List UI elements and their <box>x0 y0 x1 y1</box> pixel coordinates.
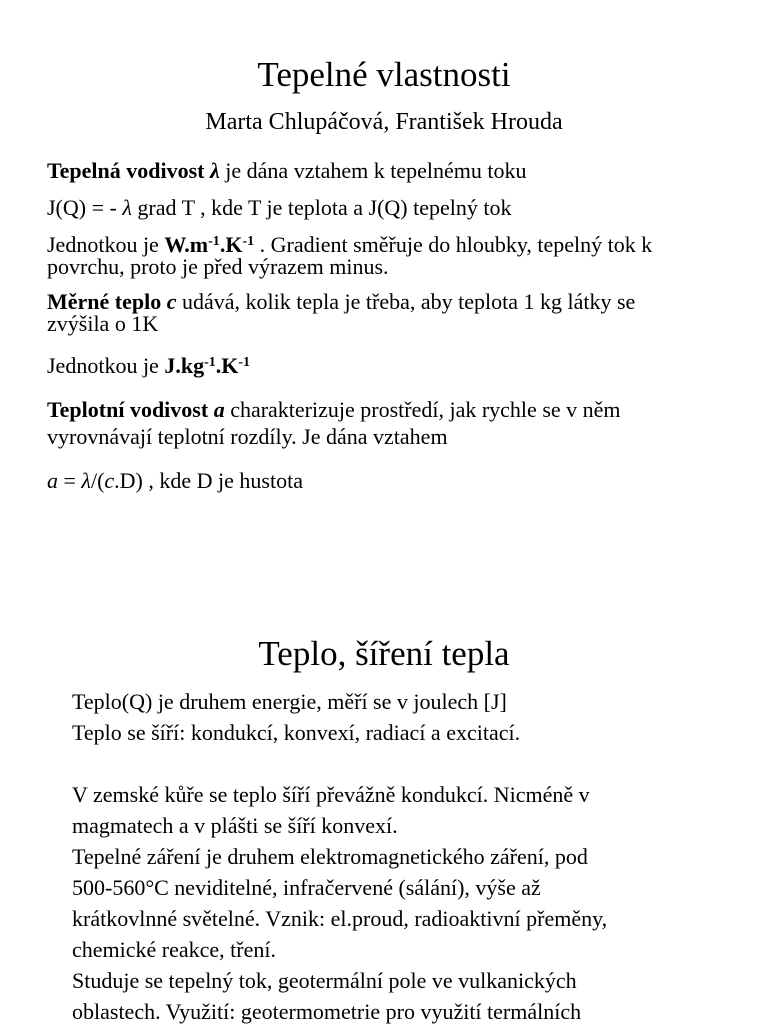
equals-sign: = <box>58 468 82 493</box>
authors: Marta Chlupáčová, František Hrouda <box>205 109 563 135</box>
unit-exp-1: -1 <box>204 355 216 370</box>
symbol-lambda: λ <box>122 195 132 220</box>
unit-intro: Jednotkou je <box>47 232 165 257</box>
unit-intro: Jednotkou je <box>47 353 165 378</box>
slide-title: Teplo, šíření tepla <box>258 634 510 673</box>
unit-exp-2: -1 <box>242 234 255 249</box>
slide-title: Tepelné vlastnosti <box>257 55 511 94</box>
body-line: V zemské kůře se teplo šíří převážně kondukcí. Nicméně v <box>72 782 590 807</box>
formula-pre: J(Q) = - <box>47 195 123 220</box>
body-line: oblastech. Využití: geotermometrie pro využití termálních <box>72 999 582 1024</box>
specific-heat-text-line2: zvýšila o 1K <box>47 311 159 336</box>
slide-teplo-sireni <box>0 560 768 1024</box>
body-line: Studuje se tepelný tok, geotermální pole ve vulkanických <box>72 968 577 993</box>
var-c: c <box>104 468 115 493</box>
formula-rest: .D) , kde D je hustota <box>114 468 303 493</box>
symbol-a: a <box>213 397 225 422</box>
body-line: magmatech a v plášti se šíří konvexí. <box>72 813 398 838</box>
unit-j-kg: J.kg <box>164 353 205 378</box>
var-a: a <box>47 468 58 493</box>
symbol-lambda: λ <box>210 158 220 183</box>
formula-post: grad T , kde T je teplota a J(Q) tepelný tok <box>131 195 512 220</box>
symbol-c: c <box>166 289 177 314</box>
slide-body <box>72 686 742 1027</box>
body-line: Teplo se šíří: kondukcí, konvexí, radiací a excitací. <box>72 720 521 745</box>
diffusivity-text: charakterizuje prostředí, jak rychle se v něm <box>224 397 621 422</box>
paragraph-thermal-conductivity <box>47 160 757 182</box>
term-thermal-diffusivity: Teplotní vodivost <box>47 397 209 422</box>
paragraph-specific-heat <box>47 291 757 335</box>
gradient-text: . Gradient směřuje do hloubky, tepelný tok k <box>254 232 653 257</box>
term-thermal-conductivity: Tepelná vodivost <box>47 158 205 183</box>
unit-k: .K <box>215 353 239 378</box>
paragraph-specific-heat-unit <box>47 355 757 377</box>
symbol-lambda: λ <box>81 468 91 493</box>
gradient-text-line2: povrchu, proto je před výrazem minus. <box>47 254 389 279</box>
paragraph-diffusivity-formula <box>47 470 757 492</box>
body-line: 500-560°C neviditelné, infračervené (sálání), výše až <box>72 875 541 900</box>
specific-heat-text: udává, kolik tepla je třeba, aby teplota 1 kg látky se <box>176 289 636 314</box>
body-line: krátkovlnné světelné. Vznik: el.proud, radioaktivní přeměny, <box>72 906 608 931</box>
diffusivity-text-line2: vyrovnávají teplotní rozdíly. Je dána vztahem <box>47 424 448 449</box>
unit-exp-2: -1 <box>238 355 251 370</box>
unit-exp-1: -1 <box>208 234 220 249</box>
body-line-blank <box>72 748 742 779</box>
unit-k: .K <box>219 232 243 257</box>
body-line: Teplo(Q) je druhem energie, měří se v joulech [J] <box>72 689 507 714</box>
paragraph-conductivity-unit <box>47 234 757 278</box>
definition-text: je dána vztahem k tepelnému toku <box>219 158 527 183</box>
term-specific-heat: Měrné teplo <box>47 289 162 314</box>
unit-w: W.m <box>164 232 209 257</box>
paragraph-heat-flux-formula <box>47 197 757 219</box>
body-line: Tepelné záření je druhem elektromagnetického záření, pod <box>72 844 588 869</box>
formula-slash: /( <box>90 468 105 493</box>
paragraph-thermal-diffusivity <box>47 399 757 448</box>
body-line: chemické reakce, tření. <box>72 937 276 962</box>
